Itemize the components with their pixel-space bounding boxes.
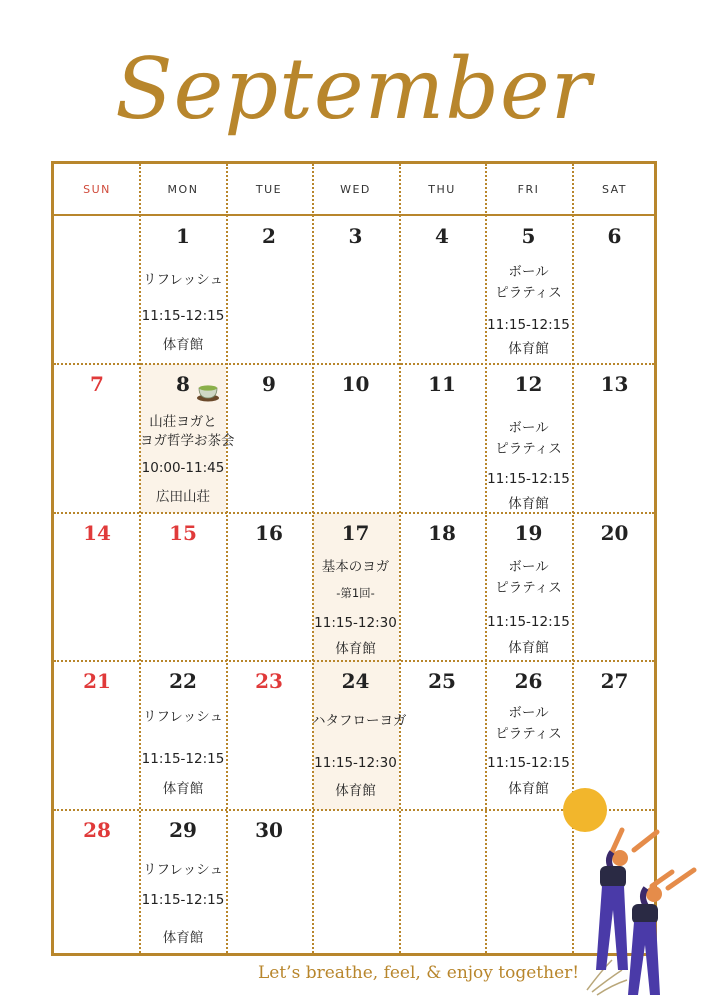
day-cell-17[interactable] [312,513,399,660]
day-cell-30[interactable] [226,810,312,953]
event-time: 11:15-12:15 [141,892,225,908]
event-time: 11:15-12:15 [487,755,570,771]
event-venue: 体育館 [508,781,549,797]
event-time: 11:15-12:30 [314,615,397,631]
day-cell-18[interactable] [399,513,485,660]
day-cell-4[interactable] [399,216,485,363]
date-number: 12 [514,372,543,396]
event-venue: 広田山荘 [156,489,210,505]
event-name: ボール [508,264,549,280]
event-name: ボール [508,559,549,575]
weekday-fri: FRI [517,183,540,196]
event-name: リフレッシュ [142,862,224,878]
date-number: 27 [600,669,629,693]
event-name: 基本のヨガ [321,559,390,575]
day-cell-20[interactable] [572,513,657,660]
day-cell-16[interactable] [226,513,312,660]
date-number: 30 [255,818,283,842]
date-number: 26 [514,669,543,693]
weekday-mon: MON [167,183,199,196]
event-name: ヨガ哲学お茶会 [140,433,235,449]
event-name: 山荘ヨガと [149,414,217,430]
event-time: 11:15-12:15 [487,614,570,630]
event-venue: 体育館 [508,640,549,656]
date-number: 13 [600,372,629,396]
day-cell-15[interactable] [140,513,226,660]
event-name: ボール [508,420,549,436]
event-name: リフレッシュ [142,272,224,288]
date-number: 11 [428,372,456,396]
date-number: 5 [521,224,536,248]
date-number: 15 [169,521,197,545]
weekday-tue: TUE [255,183,283,196]
weekday-sun: SUN [83,183,111,196]
day-cell-26[interactable] [485,661,572,809]
date-number: 16 [255,521,283,545]
date-number: 3 [348,224,363,248]
day-cell-25[interactable] [399,661,485,809]
event-session: -第1回- [336,586,375,600]
date-number: 28 [83,818,111,842]
event-name: ピラティス [495,726,562,742]
day-cell-29[interactable] [140,810,226,953]
date-number: 4 [435,224,449,248]
event-venue: 体育館 [162,781,204,797]
event-time: 11:15-12:15 [141,751,225,767]
date-number: 14 [83,521,111,545]
event-venue: 体育館 [335,641,376,657]
date-number: 18 [428,521,456,545]
day-cell-23[interactable] [226,661,312,809]
date-number: 20 [600,521,629,545]
date-number: 19 [514,521,543,545]
date-number: 24 [341,669,370,693]
month-title: September [115,40,592,138]
event-time: 10:00-11:45 [141,460,225,476]
date-number: 2 [262,224,276,248]
date-number: 29 [169,818,197,842]
event-venue: 体育館 [508,341,549,357]
event-name: ハタフローヨガ [312,713,407,729]
event-name: ピラティス [495,580,562,596]
event-name: ピラティス [495,441,562,457]
event-name: リフレッシュ [142,709,224,725]
day-cell-24[interactable] [312,661,407,809]
day-cell-28[interactable] [54,810,140,953]
event-venue: 体育館 [508,496,549,512]
event-time: 11:15-12:15 [487,471,570,487]
weekday-sat: SAT [601,183,628,196]
day-cell-10[interactable] [312,364,399,512]
event-name: ピラティス [495,285,562,301]
date-number: 25 [428,669,456,693]
day-cell-12[interactable] [485,364,572,512]
day-cell-8[interactable] [140,364,235,512]
day-cell-11[interactable] [399,364,485,512]
day-cell-7[interactable] [54,364,140,512]
date-number: 17 [341,521,370,545]
calendar-grid [51,161,657,956]
day-cell-22[interactable] [140,661,226,809]
date-number: 6 [607,224,622,248]
date-number: 10 [341,372,370,396]
event-name: ボール [508,705,549,721]
date-number: 1 [176,224,190,248]
day-cell-14[interactable] [54,513,140,660]
date-number: 21 [83,669,111,693]
event-time: 11:15-12:15 [141,308,225,324]
event-time: 11:15-12:15 [487,317,570,333]
tea-cup-icon [196,380,220,402]
day-cell-5[interactable] [485,216,572,363]
date-number: 23 [255,669,283,693]
event-time: 11:15-12:30 [314,755,397,771]
event-venue: 体育館 [162,930,204,946]
day-cell-13[interactable] [572,364,657,512]
weekday-wed: WED [340,183,371,196]
date-number: 7 [90,372,104,396]
yoga-women-illustration [582,820,707,1000]
date-number: 9 [262,372,276,396]
day-cell-19[interactable] [485,513,572,660]
weekday-thu: THU [428,183,456,196]
day-cell-1[interactable] [140,216,226,363]
event-venue: 体育館 [335,783,376,799]
footer-slogan: Let’s breathe, feel, & enjoy together! [258,963,580,983]
day-cell-3[interactable] [312,216,399,363]
day-cell-6[interactable] [572,216,657,363]
day-cell-27[interactable] [572,661,657,809]
event-venue: 体育館 [162,337,204,353]
day-cell-21[interactable] [54,661,140,809]
date-number: 22 [169,669,197,693]
day-cell-9[interactable] [226,364,312,512]
date-number: 8 [176,372,190,396]
day-cell-2[interactable] [226,216,312,363]
